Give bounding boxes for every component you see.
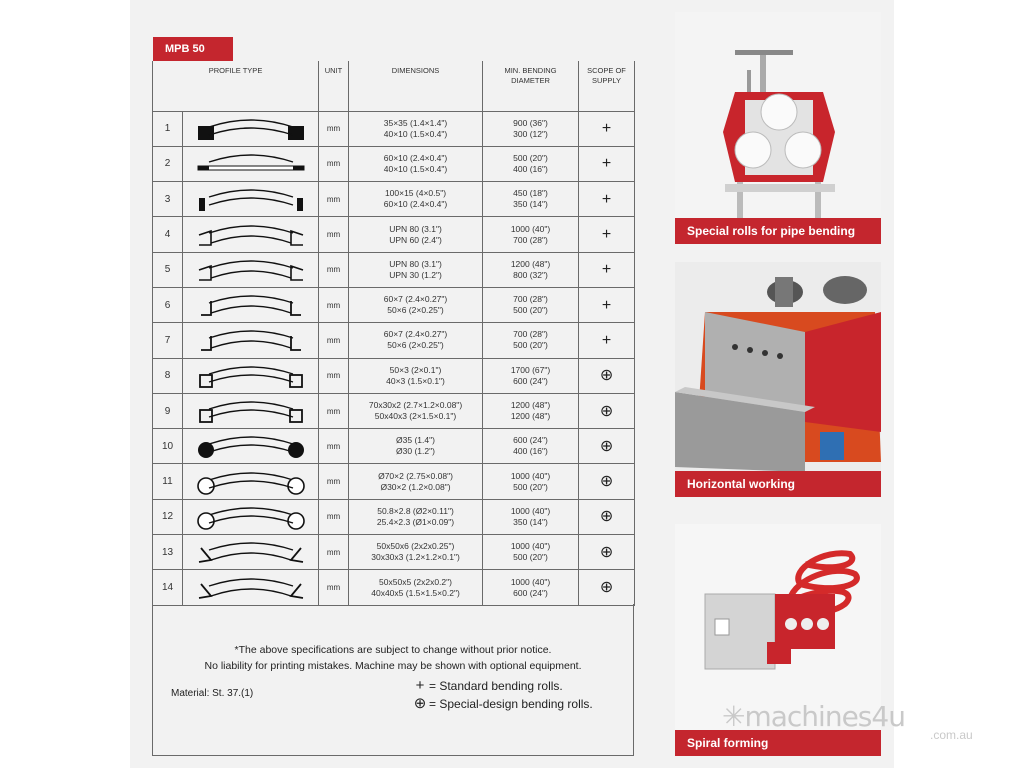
col-scope (579, 61, 635, 111)
dimension-1: Ø70×2 (2.75×0.08") (378, 470, 453, 481)
unit-cell: mm (319, 217, 349, 252)
unit-cell: mm (319, 464, 349, 499)
plus-icon: + (579, 111, 635, 146)
bending-1: 1200 (48") (510, 258, 551, 269)
table-row (153, 146, 635, 181)
profile-round-tube2-icon (195, 503, 307, 531)
table-row (153, 252, 635, 287)
model-badge: MPB 50 (153, 37, 233, 61)
unit-cell: mm (319, 182, 349, 217)
row-number: 10 (153, 429, 183, 464)
bending-1: 900 (36") (513, 117, 548, 128)
circled-plus-icon: ⊕ (579, 393, 635, 428)
dimension-2: UPN 30 (1.2") (389, 269, 442, 280)
profile-cell (183, 146, 319, 181)
unit-cell: mm (319, 570, 349, 605)
bending-1: 1000 (40") (510, 470, 551, 481)
unit-cell: mm (319, 111, 349, 146)
unit-cell: mm (319, 146, 349, 181)
dimensions-cell (349, 570, 483, 605)
pipe-bender-illustration (675, 12, 881, 244)
profile-cell (183, 570, 319, 605)
row-number: 2 (153, 146, 183, 181)
min-bending-cell (483, 287, 579, 322)
note-line-1: *The above specifications are subject to change without prior notice. (234, 644, 552, 656)
row-number: 5 (153, 252, 183, 287)
bending-1: 600 (24") (513, 435, 548, 446)
min-bending-cell (483, 217, 579, 252)
dimensions-cell (349, 182, 483, 217)
profile-flat-edge-icon (195, 185, 307, 213)
row-number: 11 (153, 464, 183, 499)
table-row (153, 429, 635, 464)
dimension-2: 30x30x3 (1.2×1.2×0.1") (371, 552, 460, 563)
table-row (153, 217, 635, 252)
unit-cell: mm (319, 535, 349, 570)
min-bending-cell (483, 570, 579, 605)
card-caption: Spiral forming (675, 730, 881, 756)
dimensions-cell (349, 146, 483, 181)
circled-plus-icon: ⊕ (579, 429, 635, 464)
dimensions-cell (349, 393, 483, 428)
profile-cell (183, 429, 319, 464)
plus-icon: + (579, 182, 635, 217)
profile-square-tube-icon (195, 362, 307, 390)
profile-cell (183, 323, 319, 358)
dimension-2: 40×10 (1.5×0.4") (383, 163, 448, 174)
row-number: 3 (153, 182, 183, 217)
circled-plus-icon: ⊕ (579, 499, 635, 534)
bending-2: 500 (20") (513, 305, 548, 316)
profile-cell (183, 287, 319, 322)
bending-2: 500 (20") (513, 340, 548, 351)
watermark-domain: .com.au (930, 728, 973, 742)
dimension-1: 50x50x5 (2x2x0.2") (379, 576, 452, 587)
profile-flat-icon (195, 150, 307, 178)
dimensions-cell (349, 499, 483, 534)
bending-2: 350 (14") (513, 516, 548, 527)
profile-angle-out-icon (195, 326, 307, 354)
dimensions-cell (349, 111, 483, 146)
row-number: 1 (153, 111, 183, 146)
plus-icon: + (579, 217, 635, 252)
profile-cell (183, 217, 319, 252)
dimensions-cell (349, 535, 483, 570)
dimension-1: 35×35 (1.4×1.4") (383, 117, 448, 128)
row-number: 8 (153, 358, 183, 393)
dimensions-cell (349, 464, 483, 499)
profile-rect-tube-icon (195, 397, 307, 425)
row-number: 6 (153, 287, 183, 322)
profile-channel-out-icon (195, 256, 307, 284)
table-row (153, 393, 635, 428)
table-row (153, 182, 635, 217)
photo-card-horizontal (675, 262, 881, 497)
circled-plus-icon: ⊕ (579, 464, 635, 499)
table-row (153, 287, 635, 322)
bending-2: 350 (14") (513, 199, 548, 210)
col-profile-type: PROFILE TYPE (153, 61, 319, 111)
profile-round-bar-icon (195, 432, 307, 460)
col-min-bending-line1: MIN. BENDING (504, 66, 557, 75)
profile-angle-flange-icon (195, 538, 307, 566)
dimension-1: 60×7 (2.4×0.27") (383, 329, 448, 340)
watermark-logo (722, 700, 905, 733)
circled-plus-icon: ⊕ (413, 695, 427, 712)
dimension-2: 50×6 (2×0.25") (387, 305, 444, 316)
bending-1: 700 (28") (513, 294, 548, 305)
profile-round-tube-icon (195, 468, 307, 496)
plus-icon: + (579, 323, 635, 358)
dimension-2: 40×10 (1.5×0.4") (383, 128, 448, 139)
unit-cell: mm (319, 287, 349, 322)
dimension-2: 60×10 (2.4×0.4") (383, 199, 448, 210)
dimension-2: 25.4×2.3 (Ø1×0.09") (376, 516, 455, 527)
bending-1: 1000 (40") (510, 223, 551, 234)
bending-2: 600 (24") (513, 375, 548, 386)
dimension-1: 60×10 (2.4×0.4") (383, 152, 448, 163)
dimension-2: 50x40x3 (2×1.5×0.1") (374, 411, 457, 422)
legend-special-text: = Special-design bending rolls. (429, 697, 593, 711)
plus-icon: + (579, 146, 635, 181)
table-header-row (153, 61, 635, 111)
bending-1: 700 (28") (513, 329, 548, 340)
photo-card-pipe-rolls (675, 12, 881, 244)
card-caption: Horizontal working (675, 471, 881, 497)
dimensions-cell (349, 287, 483, 322)
spec-table (152, 61, 635, 606)
dimension-1: 50x50x6 (2x2x0.25") (376, 541, 455, 552)
dimension-2: UPN 60 (2.4") (389, 234, 442, 245)
plus-icon: + (415, 677, 425, 694)
row-number: 4 (153, 217, 183, 252)
dimension-1: 70x30x2 (2.7×1.2×0.08") (368, 400, 463, 411)
min-bending-cell (483, 358, 579, 393)
bending-1: 1200 (48") (510, 400, 551, 411)
col-dimensions: DIMENSIONS (349, 61, 483, 111)
dimension-2: 40×3 (1.5×0.1") (386, 375, 445, 386)
plus-icon: + (579, 287, 635, 322)
col-min-bending (483, 61, 579, 111)
col-scope-line1: SCOPE OF (587, 66, 626, 75)
dimension-2: 50×6 (2×0.25") (387, 340, 444, 351)
horizontal-bender-illustration (675, 262, 881, 497)
dimension-1: UPN 80 (3.1") (389, 223, 442, 234)
unit-cell: mm (319, 323, 349, 358)
row-number: 13 (153, 535, 183, 570)
material-note: Material: St. 37.(1) (171, 688, 254, 699)
unit-cell: mm (319, 429, 349, 464)
dimension-2: Ø30×2 (1.2×0.08") (380, 481, 451, 492)
profile-cell (183, 464, 319, 499)
min-bending-cell (483, 499, 579, 534)
bending-1: 500 (20") (513, 152, 548, 163)
bending-2: 700 (28") (513, 234, 548, 245)
min-bending-cell (483, 252, 579, 287)
legend-standard (411, 677, 563, 694)
bending-1: 1000 (40") (510, 576, 551, 587)
profile-cell (183, 182, 319, 217)
min-bending-cell (483, 393, 579, 428)
profile-channel-in-icon (195, 221, 307, 249)
bending-2: 1200 (48") (510, 411, 551, 422)
min-bending-cell (483, 111, 579, 146)
legend-special (411, 694, 593, 712)
bending-2: 400 (16") (513, 446, 548, 457)
unit-cell: mm (319, 499, 349, 534)
unit-cell: mm (319, 252, 349, 287)
bending-2: 800 (32") (513, 269, 548, 280)
card-caption: Special rolls for pipe bending (675, 218, 881, 244)
table-row (153, 358, 635, 393)
bending-1: 1700 (67") (510, 364, 551, 375)
plus-icon: + (579, 252, 635, 287)
bending-2: 500 (20") (513, 481, 548, 492)
min-bending-cell (483, 182, 579, 217)
unit-cell: mm (319, 393, 349, 428)
profile-cell (183, 393, 319, 428)
notes-box (152, 604, 634, 756)
sparkle-icon: ✳ (722, 700, 745, 733)
profile-square-icon (195, 115, 307, 143)
col-min-bending-line2: DIAMETER (511, 76, 550, 85)
col-unit: UNIT (319, 61, 349, 111)
min-bending-cell (483, 429, 579, 464)
profile-cell (183, 111, 319, 146)
dimension-2: Ø30 (1.2") (396, 446, 435, 457)
row-number: 9 (153, 393, 183, 428)
bending-1: 450 (18") (513, 188, 548, 199)
bending-1: 1000 (40") (510, 505, 551, 516)
row-number: 14 (153, 570, 183, 605)
bending-2: 400 (16") (513, 163, 548, 174)
row-number: 12 (153, 499, 183, 534)
table-row (153, 464, 635, 499)
table-row (153, 323, 635, 358)
circled-plus-icon: ⊕ (579, 535, 635, 570)
legend-standard-text: = Standard bending rolls. (429, 679, 563, 693)
table-row (153, 111, 635, 146)
table-row (153, 570, 635, 605)
min-bending-cell (483, 464, 579, 499)
dimensions-cell (349, 358, 483, 393)
bending-1: 1000 (40") (510, 541, 551, 552)
dimension-1: 50×3 (2×0.1") (389, 364, 442, 375)
table-row (153, 535, 635, 570)
note-line-2: No liability for printing mistakes. Machine may be shown with optional equipment. (204, 660, 582, 672)
col-scope-line2: SUPPLY (591, 76, 622, 85)
dimension-1: 50.8×2.8 (Ø2×0.11") (377, 505, 454, 516)
profile-cell (183, 499, 319, 534)
watermark-brand: machines4u (744, 700, 905, 733)
dimension-1: 60×7 (2.4×0.27") (383, 294, 448, 305)
table-row (153, 499, 635, 534)
bending-2: 600 (24") (513, 587, 548, 598)
profile-angle-flange2-icon (195, 574, 307, 602)
bending-2: 500 (20") (513, 552, 548, 563)
min-bending-cell (483, 323, 579, 358)
profile-cell (183, 358, 319, 393)
bending-2: 300 (12") (513, 128, 548, 139)
dimensions-cell (349, 252, 483, 287)
dimensions-cell (349, 429, 483, 464)
profile-angle-in-icon (195, 291, 307, 319)
dimensions-cell (349, 217, 483, 252)
min-bending-cell (483, 146, 579, 181)
circled-plus-icon: ⊕ (579, 358, 635, 393)
profile-cell (183, 252, 319, 287)
unit-cell: mm (319, 358, 349, 393)
dimension-1: UPN 80 (3.1") (389, 258, 442, 269)
dimension-1: Ø35 (1.4") (396, 435, 435, 446)
dimensions-cell (349, 323, 483, 358)
dimension-1: 100×15 (4×0.5") (384, 188, 447, 199)
table-body (153, 111, 635, 605)
circled-plus-icon: ⊕ (579, 570, 635, 605)
profile-cell (183, 535, 319, 570)
row-number: 7 (153, 323, 183, 358)
dimension-2: 40x40x5 (1.5×1.5×0.2") (371, 587, 460, 598)
min-bending-cell (483, 535, 579, 570)
